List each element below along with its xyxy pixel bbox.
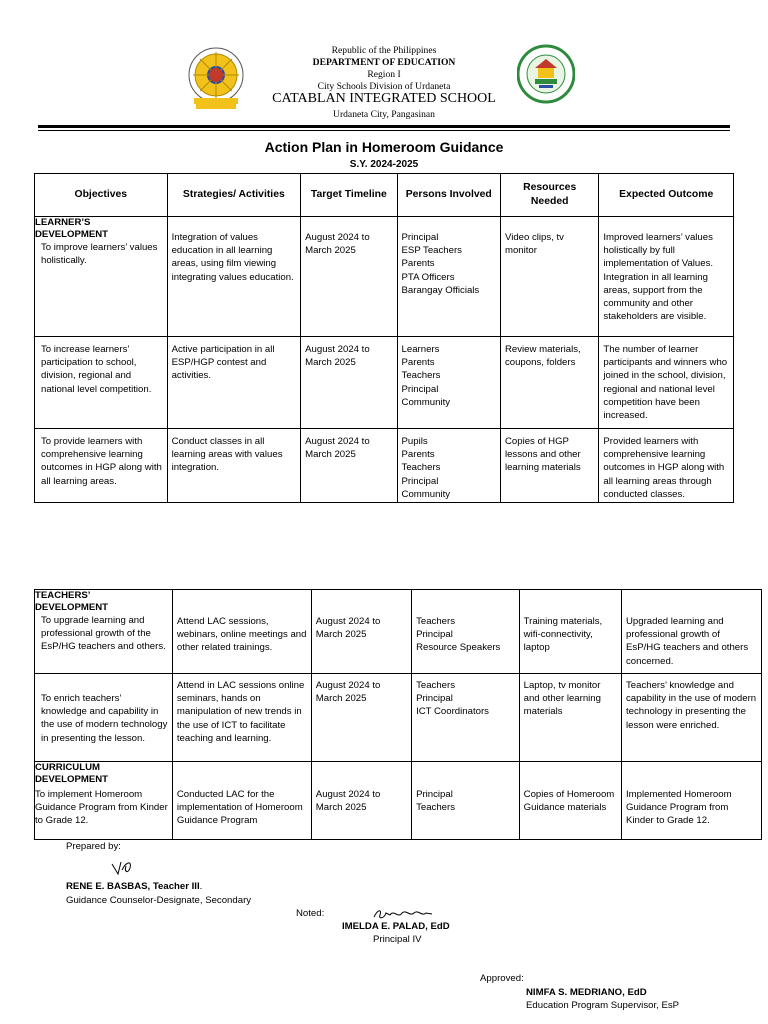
timeline-cell: August 2024 to March 2025 (301, 337, 397, 429)
strategy-cell: Attend LAC sessions, webinars, online meetings and other related trainings. (172, 590, 311, 674)
timeline-cell: August 2024 to March 2025 (301, 429, 397, 503)
objective-cell: To improve learners’ values holistically. (41, 242, 158, 267)
section-heading-curriculum: CURRICULUM DEVELOPMENT (35, 762, 109, 785)
column-header-timeline: Target Timeline (301, 174, 397, 217)
column-header-strategies: Strategies/ Activities (167, 174, 301, 217)
objective-cell: To provide learners with comprehensive learning outcomes in HGP along with all learning areas. (35, 429, 168, 503)
resources-cell: Training materials, wifi-connectivity, laptop (519, 590, 621, 674)
outcome-cell: Upgraded learning and professional growth of EsP/HG teachers and others concerned. (622, 590, 762, 674)
approved-name: NIMFA S. MEDRIANO, EdD (526, 987, 647, 998)
strategy-cell: Conduct classes in all learning areas with values integration. (167, 429, 301, 503)
prepared-by-name-text: RENE E. BASBAS, Teacher III (66, 881, 200, 892)
outcome-cell: Implemented Homeroom Guidance Program from Kinder to Grade 12. (622, 762, 762, 840)
resources-cell: Laptop, tv monitor and other learning materials (519, 674, 621, 762)
school-year: S.Y. 2024-2025 (349, 159, 419, 170)
persons-cell: Teachers Principal Resource Speakers (412, 590, 520, 674)
persons-cell: Principal ESP Teachers Parents PTA Officers Barangay Officials (397, 217, 500, 337)
table-row (35, 674, 762, 762)
header-divider-thick (38, 125, 730, 128)
approved-title: Education Program Supervisor, EsP (526, 1000, 680, 1011)
table-row (35, 590, 762, 674)
column-header-outcome: Expected Outcome (599, 174, 734, 217)
header-region: Region I (367, 69, 401, 80)
header-school-name: CATABLAN INTEGRATED SCHOOL (272, 91, 496, 106)
table-row (35, 429, 734, 503)
objective-cell: To upgrade learning and professional growth of the EsP/HG teachers and others. (41, 615, 166, 653)
table-header-row (35, 174, 734, 217)
strategy-cell: Active participation in all ESP/HGP contest and activities. (167, 337, 301, 429)
resources-cell: Video clips, tv monitor (500, 217, 598, 337)
outcome-cell: Provided learners with comprehensive learning outcomes in HGP along with all learning areas through conducted classes. (599, 429, 734, 503)
outcome-cell: Improved learners’ values holistically by full implementation of Values. Integration in all learning areas, support from the community and other stakeholders are visible. (599, 217, 734, 337)
objective-cell: To enrich teachers’ knowledge and capability in the use of modern technology in presenting the lesson. (35, 674, 173, 762)
table-row (35, 337, 734, 429)
table-row (35, 762, 762, 840)
persons-cell: Principal Teachers (412, 762, 520, 840)
timeline-cell: August 2024 to March 2025 (311, 762, 411, 840)
header-division: City Schools Division of Urdaneta (317, 81, 451, 92)
resources-cell: Copies of Homeroom Guidance materials (519, 762, 621, 840)
header-address: Urdaneta City, Pangasinan (333, 109, 435, 120)
noted-title: Principal IV (373, 934, 422, 945)
action-plan-table-part1 (34, 173, 734, 503)
prepared-by-title: Guidance Counselor-Designate, Secondary (66, 895, 252, 906)
prepared-by-name (66, 881, 202, 892)
document-title: Action Plan in Homeroom Guidance (264, 139, 504, 155)
timeline-cell: August 2024 to March 2025 (301, 217, 397, 337)
timeline-cell: August 2024 to March 2025 (311, 674, 411, 762)
persons-cell: Pupils Parents Teachers Principal Community (397, 429, 500, 503)
strategy-cell: Conducted LAC for the implementation of Homeroom Guidance Program (172, 762, 311, 840)
persons-cell: Learners Parents Teachers Principal Community (397, 337, 500, 429)
outcome-cell: The number of learner participants and winners who joined in the school, division, regional and national level competition have been increased. (599, 337, 734, 429)
strategy-cell: Integration of values education in all learning areas, using film viewing integrating values education. (167, 217, 301, 337)
strategy-cell: Attend in LAC sessions online seminars, hands on manipulation of new trends in the use of ICT to facilitate teaching and learning. (172, 674, 311, 762)
column-header-objectives: Objectives (35, 174, 168, 217)
table-row (35, 217, 734, 337)
header-divider-thin (38, 130, 730, 131)
noted-name: IMELDA E. PALAD, EdD (342, 921, 450, 932)
action-plan-table-part2 (34, 589, 762, 840)
approved-label: Approved: (480, 973, 524, 984)
prepared-by-name-suffix: . (199, 881, 203, 892)
header-department: DEPARTMENT OF EDUCATION (312, 57, 456, 68)
column-header-persons: Persons Involved (397, 174, 500, 217)
objective-cell: To increase learners’ participation to school, division, regional and national level competition. (35, 337, 168, 429)
prepared-signature (110, 856, 136, 881)
objective-cell: To implement Homeroom Guidance Program from Kinder to Grade 12. (35, 789, 168, 827)
prepared-by-label: Prepared by: (66, 841, 121, 852)
resources-cell: Copies of HGP lessons and other learning materials (500, 429, 598, 503)
header-line1: Republic of the Philippines (331, 45, 437, 56)
section-heading-teachers: TEACHERS’ DEVELOPMENT (35, 590, 109, 613)
persons-cell: Teachers Principal ICT Coordinators (412, 674, 520, 762)
timeline-cell: August 2024 to March 2025 (311, 590, 411, 674)
section-heading-learners: LEARNER’S DEVELOPMENT (35, 217, 109, 240)
outcome-cell: Teachers’ knowledge and capability in the use of modern technology in presenting the lesson were enriched. (622, 674, 762, 762)
noted-label: Noted: (296, 908, 325, 919)
resources-cell: Review materials, coupons, folders (500, 337, 598, 429)
column-header-resources: Resources Needed (500, 174, 598, 217)
